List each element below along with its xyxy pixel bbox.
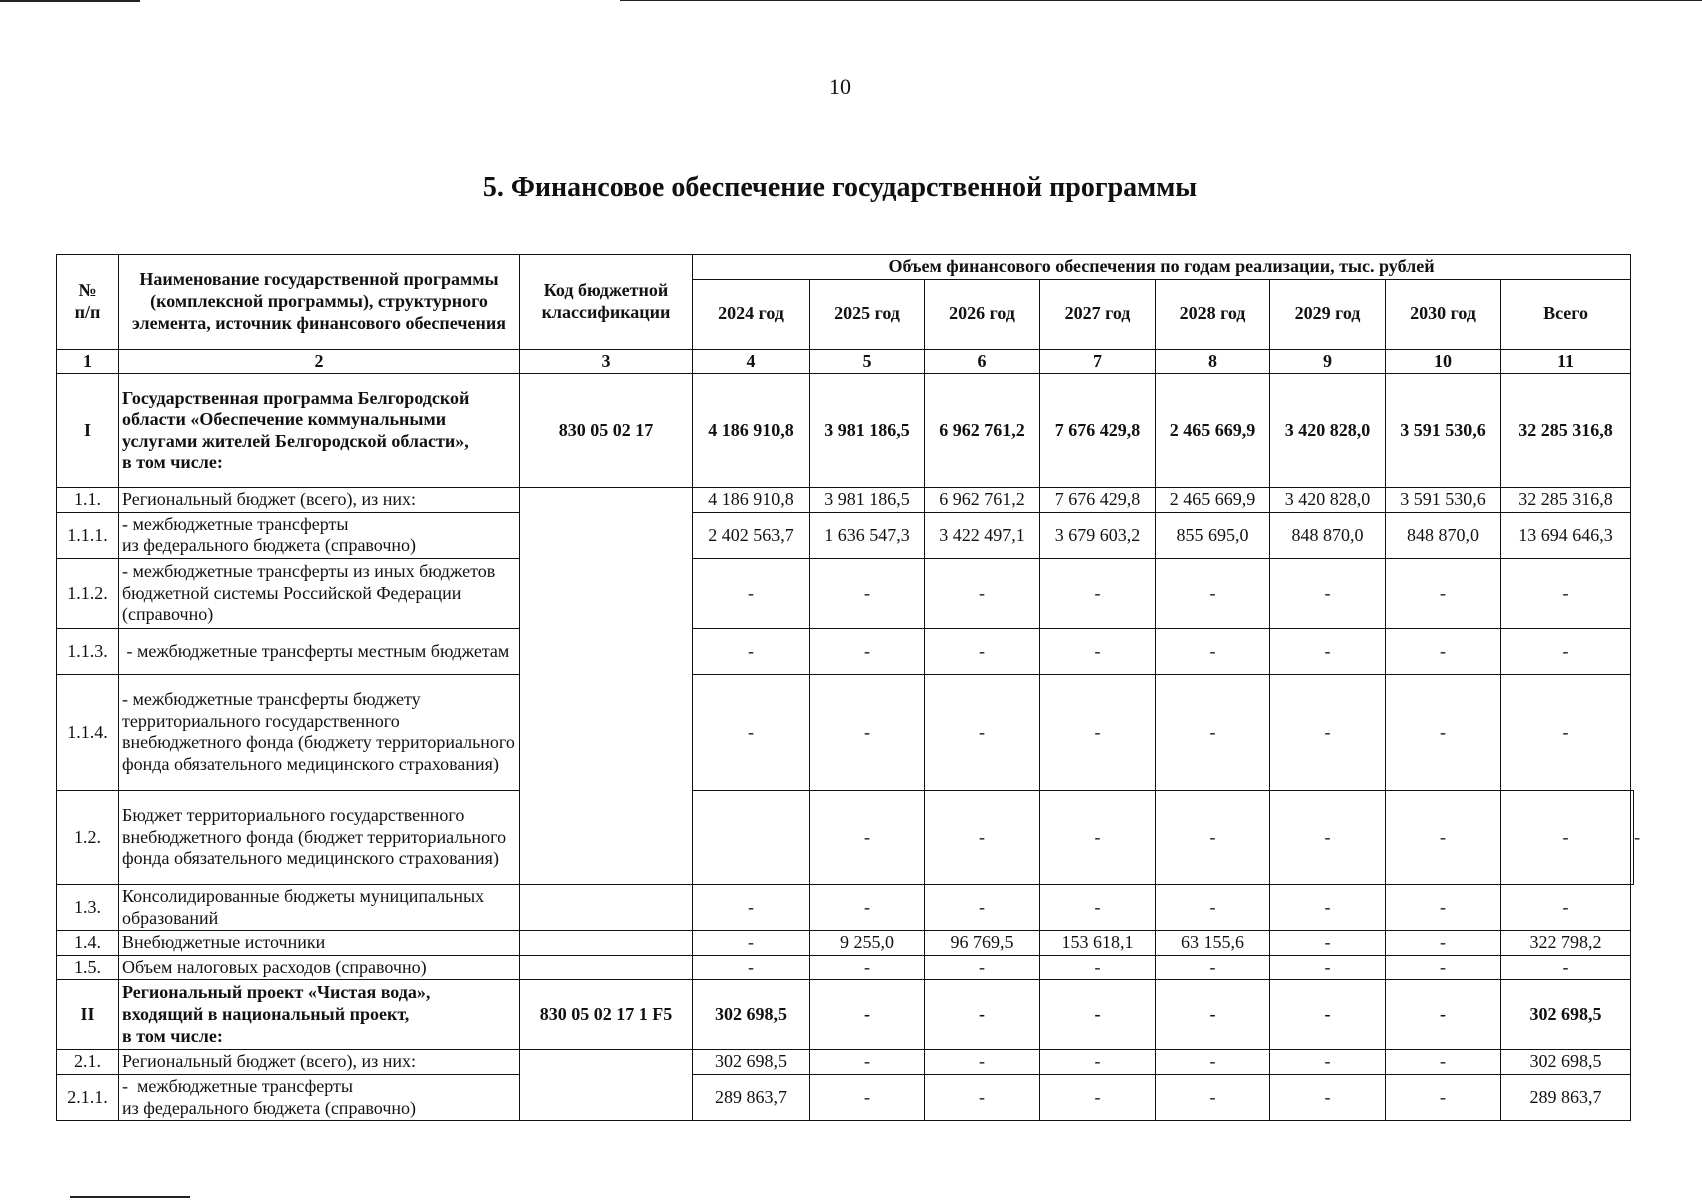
row-value: - bbox=[1501, 790, 1631, 884]
row-name: - межбюджетные трансферты из федерального бюджета (справочно) bbox=[119, 1074, 520, 1120]
row-value: - bbox=[1040, 884, 1156, 930]
table-row bbox=[57, 674, 1634, 790]
row-value: - bbox=[810, 1050, 925, 1075]
header-row-1 bbox=[57, 255, 1634, 280]
row-value: 3 420 828,0 bbox=[1270, 488, 1386, 513]
table-row bbox=[57, 488, 1634, 513]
row-value: 6 962 761,2 bbox=[925, 374, 1040, 488]
row-value: - bbox=[1270, 1074, 1386, 1120]
table-row bbox=[57, 931, 1634, 956]
row-name: Объем налоговых расходов (справочно) bbox=[119, 955, 520, 980]
table-row bbox=[57, 884, 1634, 930]
row-value: 96 769,5 bbox=[925, 931, 1040, 956]
row-value: 289 863,7 bbox=[693, 1074, 810, 1120]
column-number: 8 bbox=[1156, 349, 1270, 374]
row-value: - bbox=[925, 1050, 1040, 1075]
row-value: - bbox=[1156, 980, 1270, 1050]
row-value: - bbox=[1270, 790, 1386, 884]
row-value: 7 676 429,8 bbox=[1040, 488, 1156, 513]
row-value: 302 698,5 bbox=[1501, 980, 1631, 1050]
row-value: - bbox=[1040, 1050, 1156, 1075]
row-code-empty bbox=[520, 1050, 693, 1121]
row-name: Внебюджетные источники bbox=[119, 931, 520, 956]
row-value: 3 981 186,5 bbox=[810, 488, 925, 513]
row-num: 1.3. bbox=[57, 884, 119, 930]
scan-artifact-line bbox=[70, 1196, 190, 1198]
row-num: 1.1.4. bbox=[57, 674, 119, 790]
row-value: - bbox=[925, 674, 1040, 790]
row-code-empty bbox=[520, 931, 693, 956]
row-value: 302 698,5 bbox=[693, 980, 810, 1050]
row-code: 830 05 02 17 bbox=[520, 374, 693, 488]
row-value: - bbox=[810, 628, 925, 674]
row-num: 2.1.1. bbox=[57, 1074, 119, 1120]
column-number: 3 bbox=[520, 349, 693, 374]
row-value: 153 618,1 bbox=[1040, 931, 1156, 956]
row-value: - bbox=[925, 884, 1040, 930]
row-value: - bbox=[925, 558, 1040, 628]
column-number-row bbox=[57, 349, 1634, 374]
row-value: - bbox=[1156, 674, 1270, 790]
column-number: 11 bbox=[1501, 349, 1631, 374]
table-row bbox=[57, 955, 1634, 980]
row-value: - bbox=[1631, 790, 1634, 884]
row-value: 2 465 669,9 bbox=[1156, 488, 1270, 513]
table-row bbox=[57, 1074, 1634, 1120]
row-name: - межбюджетные трансферты из иных бюджетов бюджетной системы Российской Федерации (справочно) bbox=[119, 558, 520, 628]
row-value: - bbox=[693, 931, 810, 956]
row-value: - bbox=[1156, 1074, 1270, 1120]
row-name: - межбюджетные трансферты местным бюджетам bbox=[119, 628, 520, 674]
column-number: 1 bbox=[57, 349, 119, 374]
row-value: 855 695,0 bbox=[1156, 512, 1270, 558]
row-value: 289 863,7 bbox=[1501, 1074, 1631, 1120]
row-value: 3 591 530,6 bbox=[1386, 374, 1501, 488]
row-value: - bbox=[1040, 955, 1156, 980]
row-value: 6 962 761,2 bbox=[925, 488, 1040, 513]
row-value: 848 870,0 bbox=[1270, 512, 1386, 558]
row-value: 2 402 563,7 bbox=[693, 512, 810, 558]
header-year: 2024 год bbox=[693, 279, 810, 349]
row-value: - bbox=[1040, 628, 1156, 674]
row-value: - bbox=[1386, 790, 1501, 884]
row-name: Консолидированные бюджеты муниципальных образований bbox=[119, 884, 520, 930]
row-value: - bbox=[1270, 884, 1386, 930]
header-group: Объем финансового обеспечения по годам реализации, тыс. рублей bbox=[693, 255, 1631, 280]
row-value: - bbox=[810, 674, 925, 790]
row-value: - bbox=[925, 790, 1040, 884]
row-value: 3 591 530,6 bbox=[1386, 488, 1501, 513]
row-value: - bbox=[1501, 628, 1631, 674]
header-year: 2026 год bbox=[925, 279, 1040, 349]
row-value: - bbox=[693, 558, 810, 628]
row-name: - межбюджетные трансферты из федерального бюджета (справочно) bbox=[119, 512, 520, 558]
row-value: - bbox=[1040, 790, 1156, 884]
row-code-empty bbox=[520, 488, 693, 885]
row-value: 13 694 646,3 bbox=[1501, 512, 1631, 558]
column-number: 4 bbox=[693, 349, 810, 374]
row-num: II bbox=[57, 980, 119, 1050]
row-num: 1.1. bbox=[57, 488, 119, 513]
row-value: - bbox=[1386, 980, 1501, 1050]
row-value: - bbox=[1040, 674, 1156, 790]
row-value: - bbox=[1270, 1050, 1386, 1075]
row-value: - bbox=[925, 980, 1040, 1050]
row-value: - bbox=[810, 884, 925, 930]
scan-artifact-line bbox=[0, 0, 140, 2]
row-value: 1 636 547,3 bbox=[810, 512, 925, 558]
row-value: - bbox=[1386, 931, 1501, 956]
row-value: 4 186 910,8 bbox=[693, 374, 810, 488]
table-row bbox=[57, 628, 1634, 674]
row-name: Государственная программа Белгородской области «Обеспечение коммунальными услугами жителей Белгородской области», в том числе: bbox=[119, 374, 520, 488]
header-year: 2029 год bbox=[1270, 279, 1386, 349]
row-value: - bbox=[693, 674, 810, 790]
row-value: 302 698,5 bbox=[693, 1050, 810, 1075]
row-value: - bbox=[693, 884, 810, 930]
column-number: 7 bbox=[1040, 349, 1156, 374]
page-number: 10 bbox=[829, 74, 851, 99]
row-value: - bbox=[1270, 558, 1386, 628]
row-name: - межбюджетные трансферты бюджету территориального государственного внебюджетного фонда (бюджету территориального фонда обязательного медицинского страхования) bbox=[119, 674, 520, 790]
row-value: - bbox=[810, 1074, 925, 1120]
row-code-empty bbox=[520, 955, 693, 980]
row-value: 32 285 316,8 bbox=[1501, 374, 1631, 488]
row-value: - bbox=[1386, 1050, 1501, 1075]
row-code: 830 05 02 17 1 F5 bbox=[520, 980, 693, 1050]
row-value: - bbox=[925, 1074, 1040, 1120]
header-num: № п/п bbox=[57, 255, 119, 350]
row-num: 1.2. bbox=[57, 790, 119, 884]
row-value: 322 798,2 bbox=[1501, 931, 1631, 956]
row-value: - bbox=[1156, 628, 1270, 674]
row-num: 1.1.2. bbox=[57, 558, 119, 628]
table-row bbox=[57, 1050, 1634, 1075]
column-number: 10 bbox=[1386, 349, 1501, 374]
row-value: - bbox=[1386, 1074, 1501, 1120]
column-number: 2 bbox=[119, 349, 520, 374]
row-value: - bbox=[1386, 558, 1501, 628]
column-number: 9 bbox=[1270, 349, 1386, 374]
table-row bbox=[57, 558, 1634, 628]
row-value: - bbox=[810, 955, 925, 980]
row-value: - bbox=[1501, 558, 1631, 628]
row-value: - bbox=[1270, 674, 1386, 790]
row-value: 3 420 828,0 bbox=[1270, 374, 1386, 488]
row-value: 3 422 497,1 bbox=[925, 512, 1040, 558]
row-value: - bbox=[1040, 980, 1156, 1050]
row-value: 4 186 910,8 bbox=[693, 488, 810, 513]
row-value: - bbox=[1156, 884, 1270, 930]
row-name: Региональный бюджет (всего), из них: bbox=[119, 488, 520, 513]
financing-table bbox=[56, 254, 1641, 1121]
row-value: - bbox=[1040, 558, 1156, 628]
row-name: Региональный бюджет (всего), из них: bbox=[119, 1050, 520, 1075]
header-year: 2028 год bbox=[1156, 279, 1270, 349]
row-num: 1.1.1. bbox=[57, 512, 119, 558]
document-title: 5. Финансовое обеспечение государственной программы bbox=[482, 172, 1198, 203]
row-value: 2 465 669,9 bbox=[1156, 374, 1270, 488]
header-year: 2025 год bbox=[810, 279, 925, 349]
header-name: Наименование государственной программы (комплексной программы), структурного элемента, источник финансового обеспечения bbox=[119, 255, 520, 350]
header-year: 2027 год bbox=[1040, 279, 1156, 349]
row-num: 2.1. bbox=[57, 1050, 119, 1075]
table-row bbox=[57, 980, 1634, 1050]
row-value: - bbox=[1386, 674, 1501, 790]
row-value: - bbox=[1156, 790, 1270, 884]
column-number: 6 bbox=[925, 349, 1040, 374]
table-row bbox=[57, 790, 1634, 884]
row-value: 848 870,0 bbox=[1386, 512, 1501, 558]
row-value: - bbox=[1156, 558, 1270, 628]
row-value: - bbox=[1270, 955, 1386, 980]
row-value: - bbox=[810, 558, 925, 628]
column-number: 5 bbox=[810, 349, 925, 374]
row-value: - bbox=[1156, 955, 1270, 980]
row-name: Региональный проект «Чистая вода», входящий в национальный проект, в том числе: bbox=[119, 980, 520, 1050]
row-value: - bbox=[1386, 628, 1501, 674]
header-code: Код бюджетной классификации bbox=[520, 255, 693, 350]
row-value: 7 676 429,8 bbox=[1040, 374, 1156, 488]
header-year: 2030 год bbox=[1386, 279, 1501, 349]
row-value: - bbox=[810, 980, 925, 1050]
header-total: Всего bbox=[1501, 279, 1631, 349]
row-name: Бюджет территориального государственного внебюджетного фонда (бюджет территориального фонда обязательного медицинского страхования) bbox=[119, 790, 520, 884]
row-num: I bbox=[57, 374, 119, 488]
row-value: - bbox=[693, 955, 810, 980]
row-num: 1.1.3. bbox=[57, 628, 119, 674]
row-value: - bbox=[1386, 955, 1501, 980]
row-value: - bbox=[925, 955, 1040, 980]
row-value: 9 255,0 bbox=[810, 931, 925, 956]
row-value: - bbox=[1040, 1074, 1156, 1120]
table-row bbox=[57, 374, 1634, 488]
scan-artifact-line bbox=[620, 0, 1702, 1]
row-value: - bbox=[1270, 980, 1386, 1050]
row-value: - bbox=[810, 790, 925, 884]
row-code-empty bbox=[520, 884, 693, 930]
row-value: 3 679 603,2 bbox=[1040, 512, 1156, 558]
row-value: - bbox=[1501, 674, 1631, 790]
row-value: - bbox=[1270, 628, 1386, 674]
row-value: - bbox=[1501, 884, 1631, 930]
row-value: 63 155,6 bbox=[1156, 931, 1270, 956]
row-value: - bbox=[693, 628, 810, 674]
row-value: - bbox=[1270, 931, 1386, 956]
row-num: 1.4. bbox=[57, 931, 119, 956]
row-code-empty bbox=[693, 790, 810, 884]
row-value: - bbox=[1156, 1050, 1270, 1075]
row-num: 1.5. bbox=[57, 955, 119, 980]
row-value: 3 981 186,5 bbox=[810, 374, 925, 488]
row-value: 302 698,5 bbox=[1501, 1050, 1631, 1075]
row-value: - bbox=[925, 628, 1040, 674]
row-value: - bbox=[1386, 884, 1501, 930]
row-value: - bbox=[1501, 955, 1631, 980]
row-value: 32 285 316,8 bbox=[1501, 488, 1631, 513]
table-row bbox=[57, 512, 1634, 558]
